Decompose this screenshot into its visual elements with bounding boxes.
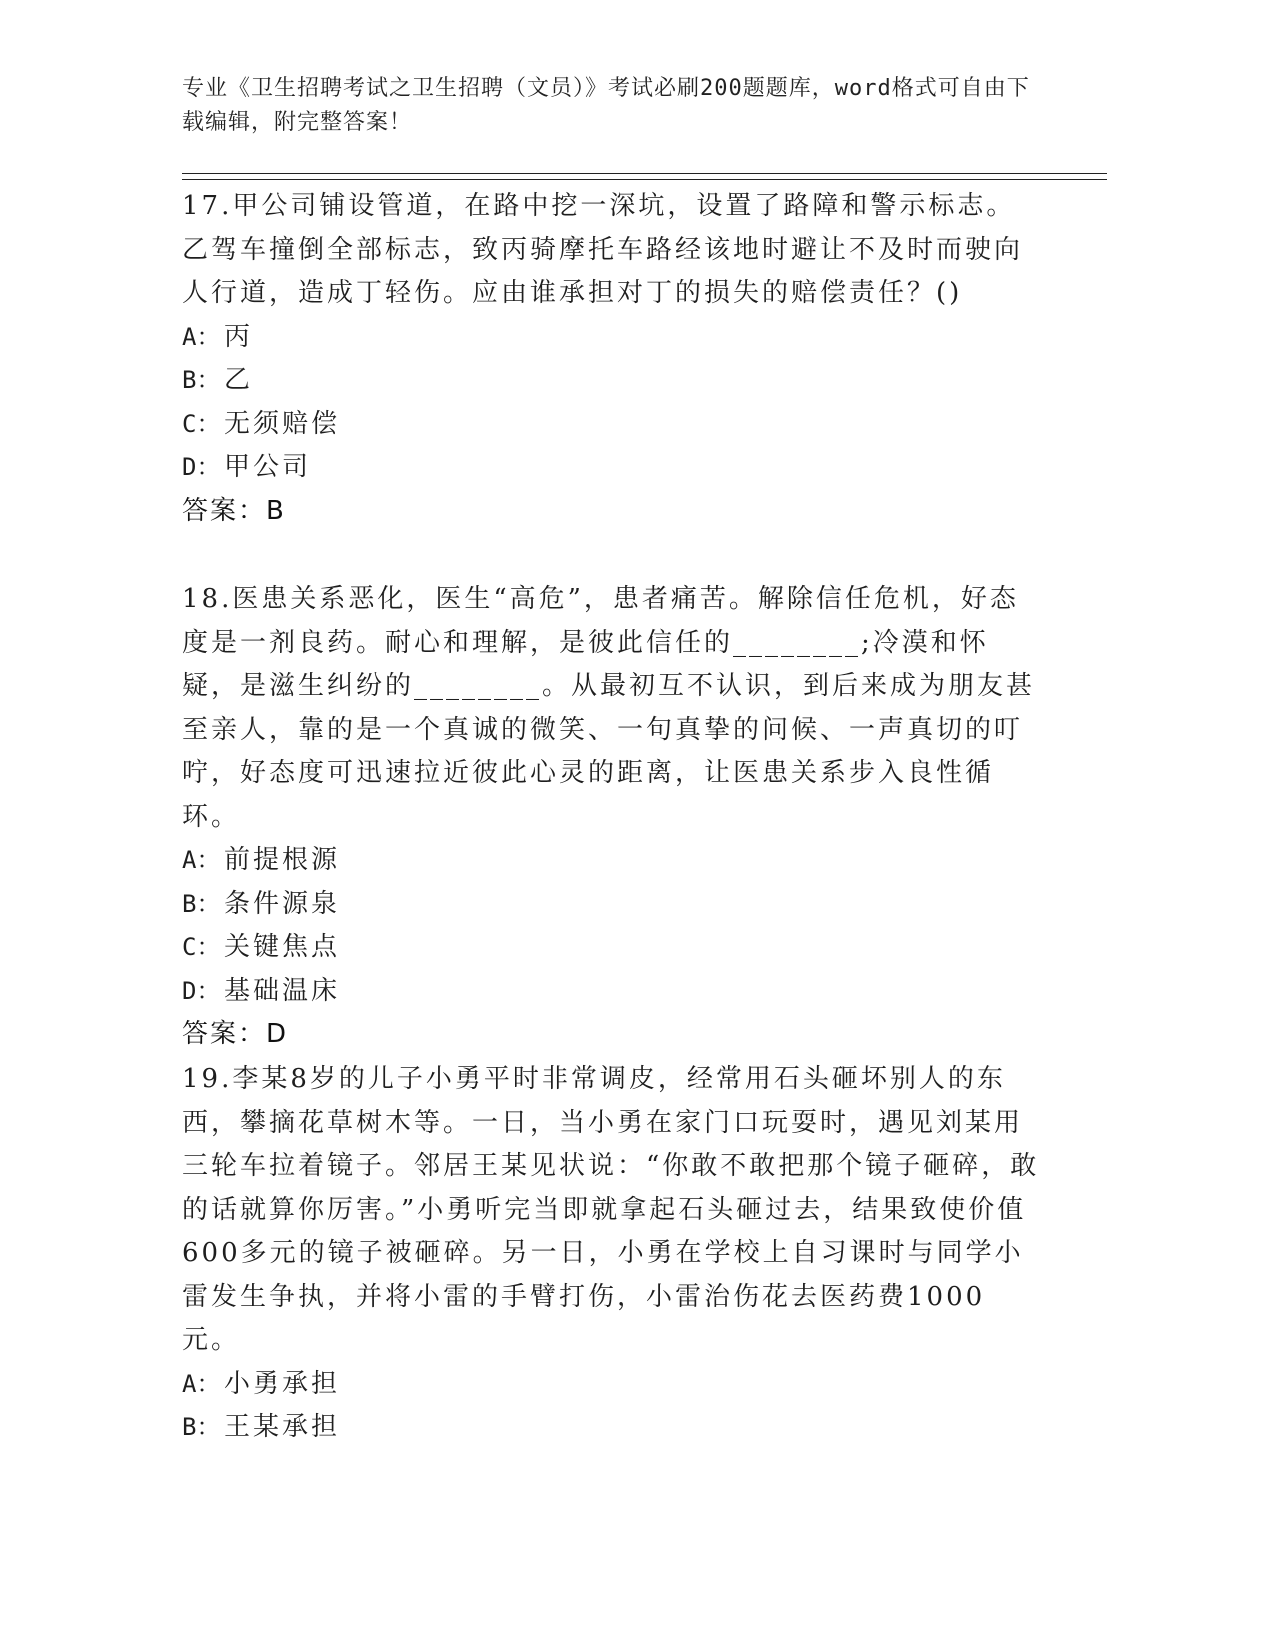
option-key: B： xyxy=(182,1413,221,1441)
option-key: A： xyxy=(182,1369,221,1398)
option-text: 无须赔偿 xyxy=(224,408,341,439)
option-text: 小勇承担 xyxy=(224,1368,341,1399)
question-19 xyxy=(182,1058,1042,1450)
question-stem: 19.李某8岁的儿子小勇平时非常调皮，经常用石头砸坏别人的东西，攀摘花草树木等。一日，当小勇在家门口玩耍时，遇见刘某用三轮车拉着镜子。邻居王某见状说：“你敢不敢把那个镜子砸碎，敢的话就算你厉害。”小勇听完当即就拿起石头砸过去，结果致使价值600多元的镜子被砸碎。另一日，小勇在学校上自习课时与同学小雷发生争执，并将小雷的手臂打伤，小雷治伤花去医药费1000元。 xyxy=(182,1064,1040,1355)
option-text: 前提根源 xyxy=(224,845,341,875)
option-key: C： xyxy=(182,409,221,438)
option-c xyxy=(182,926,1042,970)
document-header: 专业《卫生招聘考试之卫生招聘（文员）》考试必刷200题题库，word格式可自由下载编辑，附完整答案！ xyxy=(182,76,1030,135)
question-17 xyxy=(182,185,1042,533)
header-divider-top xyxy=(182,173,1107,174)
option-a xyxy=(182,839,1042,883)
option-d xyxy=(182,446,1042,490)
option-key: B： xyxy=(182,366,221,394)
option-a xyxy=(182,316,1042,360)
option-c xyxy=(182,403,1042,447)
option-a xyxy=(182,1363,1042,1407)
option-key: A： xyxy=(182,322,221,351)
header-divider-bottom xyxy=(182,179,1107,180)
option-text: 王某承担 xyxy=(224,1412,341,1442)
option-key: B： xyxy=(182,889,221,918)
option-text: 基础温床 xyxy=(224,975,341,1006)
option-text: 条件源泉 xyxy=(224,888,341,919)
option-key: A： xyxy=(182,846,221,874)
option-b xyxy=(182,883,1042,927)
option-b xyxy=(182,359,1042,403)
option-text: 甲公司 xyxy=(224,452,312,482)
answer-line: 答案：B xyxy=(182,495,286,526)
option-text: 关键焦点 xyxy=(224,932,341,962)
option-key: D： xyxy=(182,453,221,481)
option-b xyxy=(182,1406,1042,1450)
answer-line: 答案：D xyxy=(182,1019,289,1049)
option-key: D： xyxy=(182,976,221,1005)
question-stem: 17.甲公司铺设管道，在路中挖一深坑，设置了路障和警示标志。乙驾车撞倒全部标志，致丙骑摩托车路经该地时避让不及时而驶向人行道，造成丁轻伤。应由谁承担对丁的损失的赔偿责任？() xyxy=(182,191,1024,308)
question-stem: 18.医患关系恶化，医生“高危”，患者痛苦。解除信任危机，好态度是一剂良药。耐心和理解，是彼此信任的________;冷漠和怀疑，是滋生纠纷的________。从最初互不认识，到后来成为朋友甚至亲人，靠的是一个真诚的微笑、一句真挚的问候、一声真切的叮咛，好态度可迅速拉近彼此心灵的距离，让医患关系步入良性循环。 xyxy=(182,584,1036,832)
option-text: 乙 xyxy=(224,365,254,395)
option-key: C： xyxy=(182,933,221,961)
question-18 xyxy=(182,578,1042,1057)
option-text: 丙 xyxy=(224,321,254,352)
option-d xyxy=(182,970,1042,1014)
